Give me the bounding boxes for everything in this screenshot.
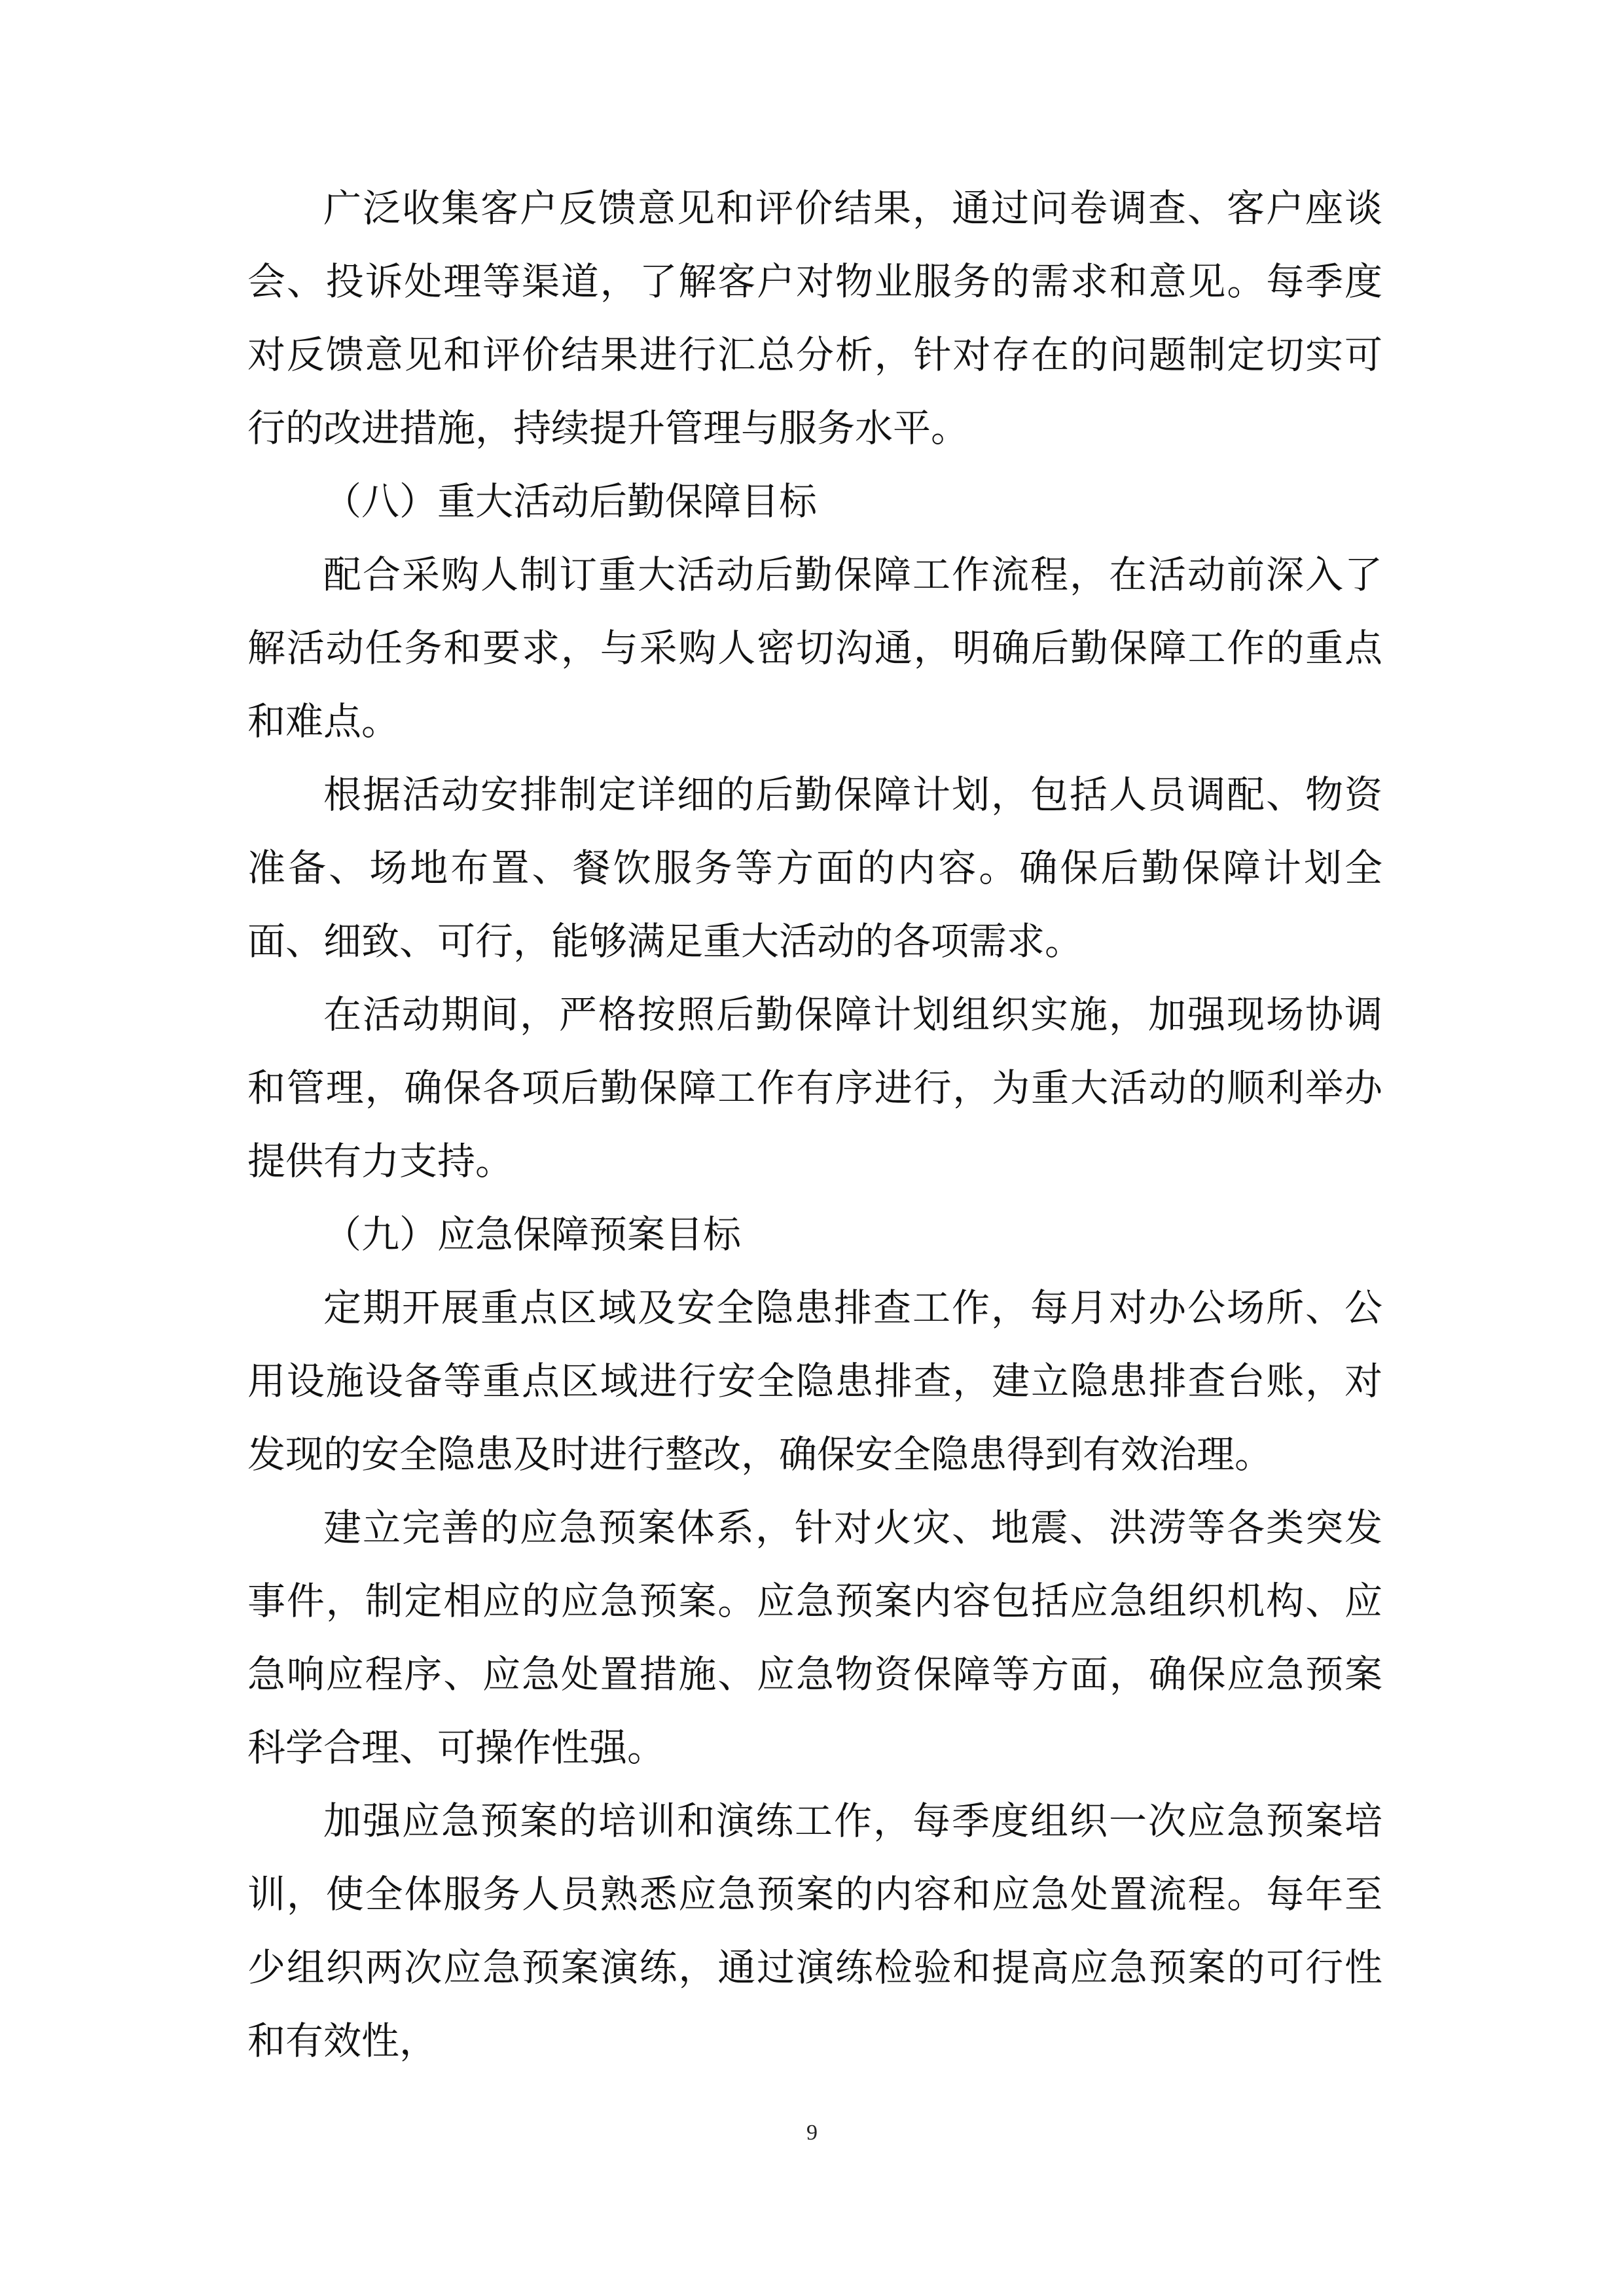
paragraph-emergency-training: 加强应急预案的培训和演练工作，每季度组织一次应急预案培训，使全体服务人员熟悉应急预案的内容和应急处置流程。每年至少组织两次应急预案演练，通过演练检验和提高应急预案的可行性和有效性，	[247, 1799, 1382, 2063]
paragraph-logistics-plan: 根据活动安排制定详细的后勤保障计划，包括人员调配、物资准备、场地布置、餐饮服务等方面的内容。确保后勤保障计划全面、细致、可行，能够满足重大活动的各项需求。	[247, 772, 1382, 963]
section-heading-major-event-logistics: （八）重大活动后勤保障目标	[323, 479, 818, 524]
section-heading-emergency-plan: （九）应急保障预案目标	[323, 1212, 742, 1257]
paragraph-logistics-execution: 在活动期间，严格按照后勤保障计划组织实施，加强现场协调和管理，确保各项后勤保障工作有序进行，为重大活动的顺利举办提供有力支持。	[247, 992, 1382, 1183]
paragraph-feedback-collection: 广泛收集客户反馈意见和评价结果，通过问卷调查、客户座谈会、投诉处理等渠道，了解客户对物业服务的需求和意见。每季度对反馈意见和评价结果进行汇总分析，针对存在的问题制定切实可行的改进措施，持续提升管理与服务水平。	[247, 186, 1382, 450]
paragraph-logistics-workflow: 配合采购人制订重大活动后勤保障工作流程，在活动前深入了解活动任务和要求，与采购人密切沟通，明确后勤保障工作的重点和难点。	[247, 552, 1382, 744]
page-number: 9	[806, 2121, 818, 2145]
paragraph-hazard-inspection: 定期开展重点区域及安全隐患排查工作，每月对办公场所、公用设施设备等重点区域进行安全隐患排查，建立隐患排查台账，对发现的安全隐患及时进行整改，确保安全隐患得到有效治理。	[247, 1285, 1382, 1477]
paragraph-emergency-plan-system: 建立完善的应急预案体系，针对火灾、地震、洪涝等各类突发事件，制定相应的应急预案。应急预案内容包括应急组织机构、应急响应程序、应急处置措施、应急物资保障等方面，确保应急预案科学合理、可操作性强。	[247, 1505, 1382, 1770]
document-body	[247, 171, 1382, 2077]
